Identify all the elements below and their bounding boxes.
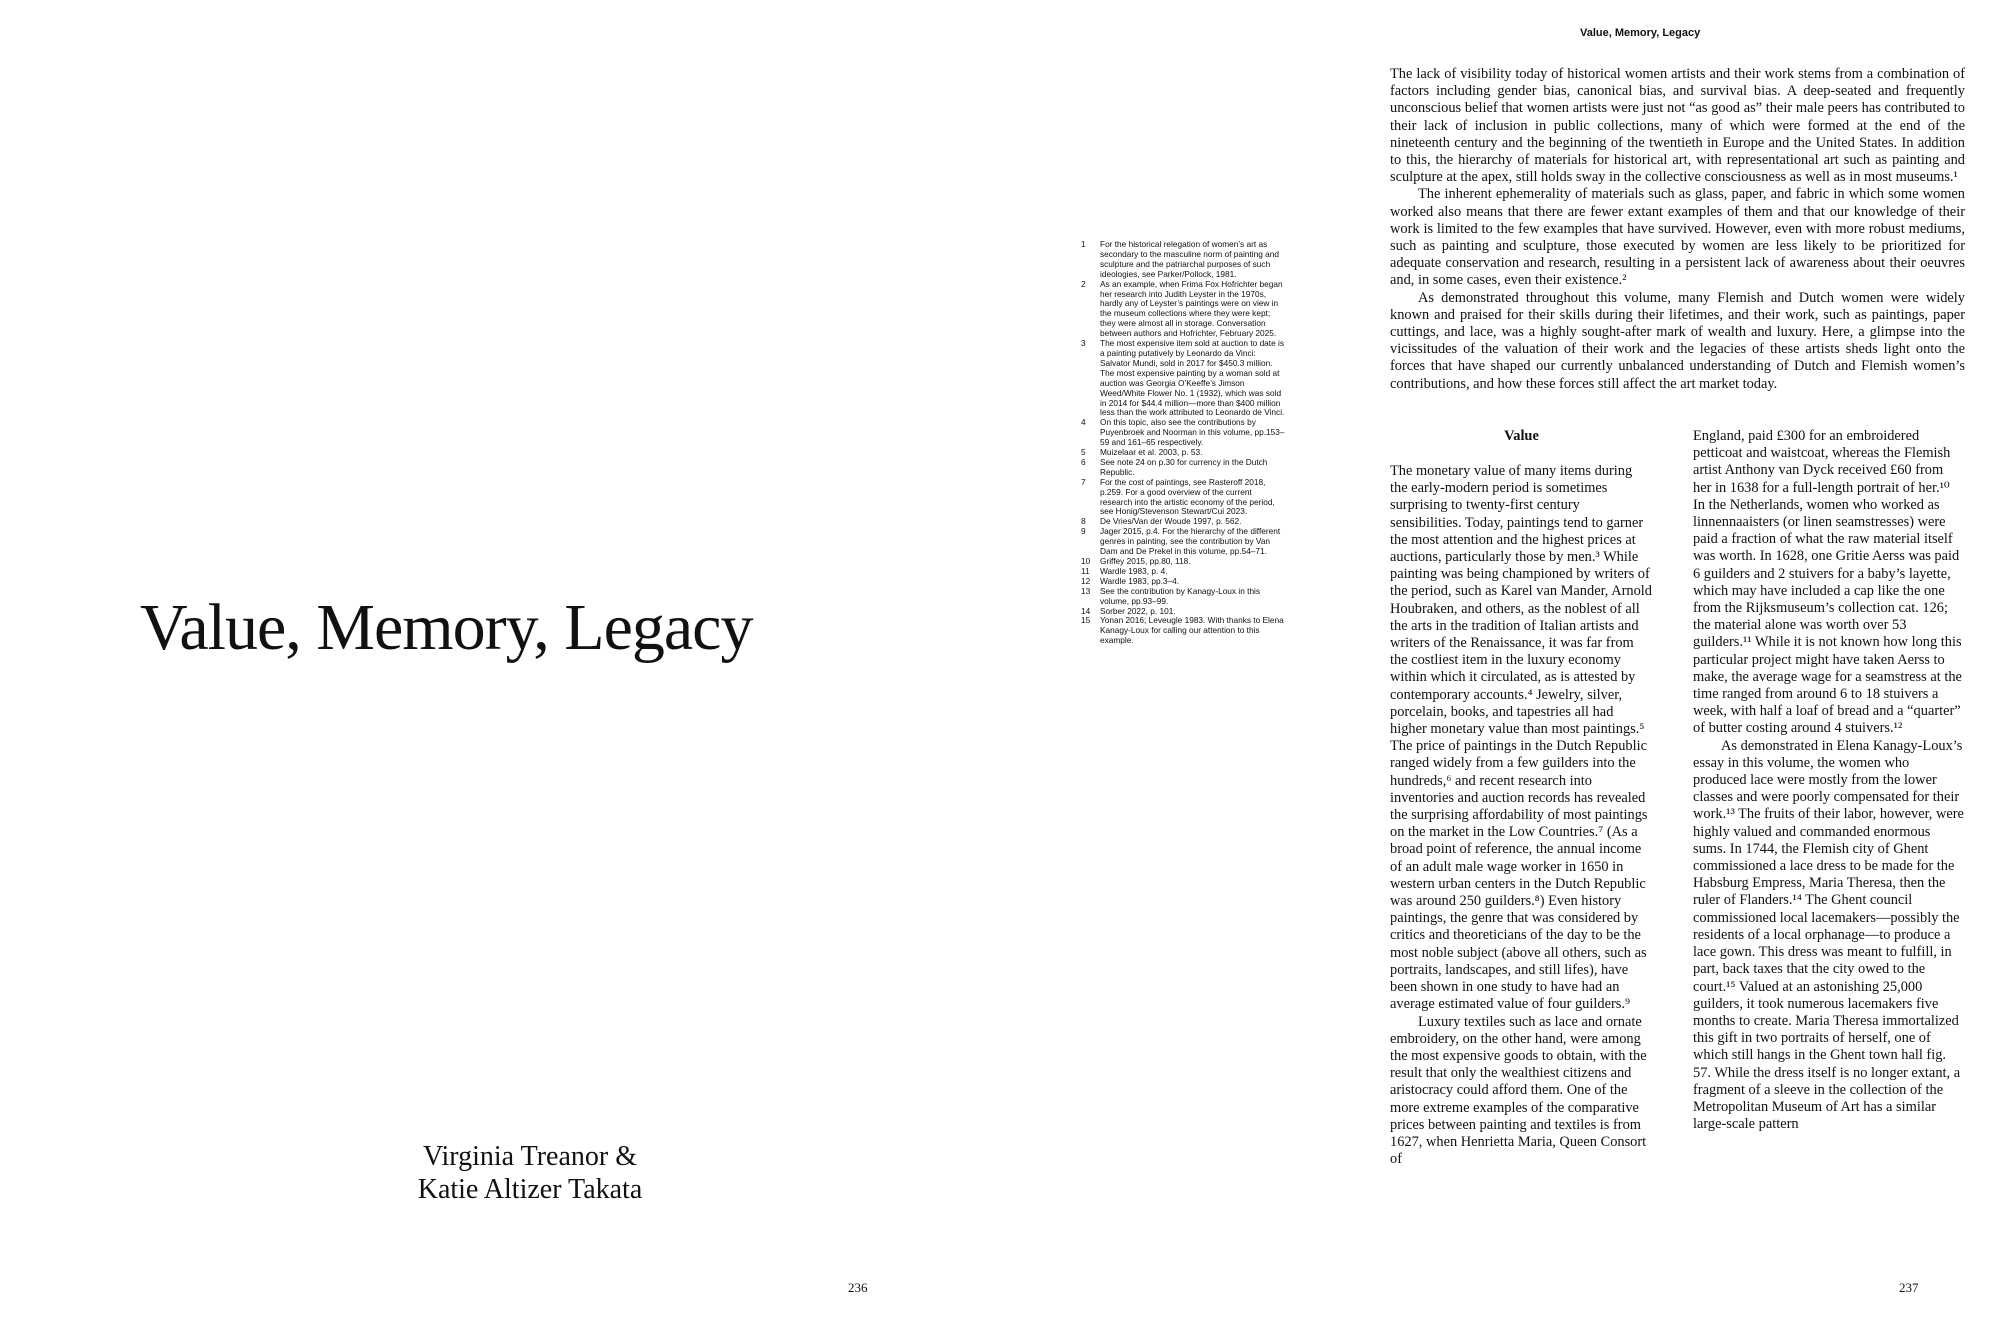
running-head: Value, Memory, Legacy [1580,27,1701,39]
body-paragraph: As demonstrated in Elena Kanagy-Loux’s essay in this volume, the women who produced lace were mostly from the lower classes and were poorly compensated for their work.¹³ The fruits of their labor, however, were highly valued and commanded enormous sums. In 1744, the Flemish city of Ghent commissioned a lace dress to be made for the Habsburg Empress, Maria Theresa, then the ruler of Flanders.¹⁴ The Ghent council commissioned local lacemakers—possibly the residents of a local orphanage—to produce a lace gown. This dress was meant to fulfill, in part, back taxes that the city owed to the court.¹⁵ Valued at an astonishing 25,000 guilders, it took numerous lacemakers five months to create. Maria Theresa immortalized this gift in two portraits of herself, one of which still hangs in the Ghent town hall fig. 57. While the dress itself is no longer extant, a fragment of a sleeve in the collection of the Metropolitan Museum of Art has a similar large-scale pattern [1693,737,1964,1133]
footnote-text: For the historical relegation of women’s art as secondary to the masculine norm of painting and sculpture and the patriarchal purposes of such ideologies, see Parker/Pollock, 1981. [1100,239,1279,279]
chapter-authors [340,1140,720,1206]
page-number-right: 237 [1899,1280,1919,1295]
body-paragraph: Luxury textiles such as lace and ornate embroidery, on the other hand, were among the most expensive goods to obtain, with the result that only the wealthiest citizens and aristocracy could afford them. One of the more extreme examples of the comparative prices between painting and textiles is from 1627, when Henrietta Maria, Queen Consort of [1390,1013,1647,1168]
body-paragraph: England, paid £300 for an embroidered petticoat and waistcoat, whereas the Flemish artist Anthony van Dyck received £60 from her in 1638 for a full-length portrait of her.¹⁰ In the Netherlands, women who worked as linnennaaisters (or linen seamstresses) were paid a fraction of what the raw material itself was worth. In 1628, one Gritie Aerss was paid 6 guilders and 2 stuivers for a baby’s layette, which may have included a cap like the one from the Rijksmuseum’s collection cat. 126; the material alone was worth over 53 guilders.¹¹ While it is not known how long this particular project might have taken Aerss to make, the average wage for a seamstress at the time ranged from around 6 to 18 stuivers a week, with half a loaf of bread and a “quarter” of butter costing around 4 stuivers.¹² [1693,428,1962,737]
intro-paragraph: The lack of visibility today of historical women artists and their work stems from a combination of factors including gender bias, canonical bias, and survival bias. A deep-seated and frequently unconscious belief that women artists were just not “as good as” their male peers has contributed to their lack of inclusion in public collections, many of which were formed at the end of the nineteenth century and the beginning of the twentieth in Europe and the United States. In addition to this, the hierarchy of materials for historical art, with representational art such as painting and sculpture at the apex, still holds sway in the collective consciousness as well as in most museums.¹ [1390,66,1965,186]
footnotes [1081,240,1286,646]
footnote [1081,339,1286,418]
footnote [1081,527,1286,557]
footnote-number: 9 [1081,526,1086,537]
footnote-number: 10 [1081,556,1091,566]
footnote-text: The most expensive item sold at auction to date is a painting putatively by Leonardo da Vinci: Salvator Mundi, sold in 2017 for $450.3 million. The most expensive painting by a woman sold at auction was Georgia O’Keeffe’s Jimson Weed/White Flower No. 1 (1932), which was sold in 2014 for $44.4 million—more than $400 million less than the work attributed to Leonardo de Vinci. [1100,338,1285,418]
footnote-text: Sorber 2022, p. 101. [1100,605,1176,616]
footnote-number: 15 [1081,615,1091,626]
footnote-text: Wardle 1983, pp.3–4. [1100,575,1180,586]
footnote-number: 13 [1081,585,1091,596]
chapter-title: Value, Memory, Legacy [140,591,753,664]
footnote-number: 4 [1081,417,1086,428]
footnote-number: 7 [1081,476,1086,487]
body-paragraph: The monetary value of many items during the early-modern period is sometimes surprising to twenty-first century sensibilities. Today, paintings tend to garner the most attention and the highest prices at auctions, particularly those by men.³ While painting was being championed by writers of the period, such as Karel van Mander, Arnold Houbraken, and others, as the noblest of all the arts in the tradition of Italian artists and writers of the Renaissance, it was far from the costliest item in the luxury economy within which it circulated, as is attested by contemporary accounts.⁴ Jewelry, silver, porcelain, books, and tapestries all had higher monetary value than most paintings.⁵ The price of paintings in the Dutch Republic ranged widely from a few guilders into the hundreds,⁶ and recent research into inventories and auction records has revealed the surprising affordability of most paintings on the market in the Low Countries.⁷ (As a broad point of reference, the annual income of an adult male wage worker in 1650 in western urban centers in the Dutch Republic was around 250 guilders.⁸) Even history paintings, the genre that was considered by critics and theoreticians of the day to be the most noble subject (above all others, such as portraits, landscapes, and still lifes), have been shown in one study to have had an average estimated value of four guilders.⁹ [1390,463,1652,1013]
footnote-number: 3 [1081,338,1086,349]
footnote-text: Muizelaar et al. 2003, p. 53. [1100,447,1203,458]
footnote-text: On this topic, also see the contributions by Puyenbroek and Noorman in this volume, pp.153–59 and 161–65 respectively. [1100,417,1285,448]
footnote [1081,478,1286,518]
footnote-text: Griffey 2015, pp.80, 118. [1100,556,1191,566]
section-heading: Value [1504,428,1539,444]
footnote-number: 2 [1081,278,1086,289]
footnote [1081,280,1286,339]
footnote [1081,616,1286,646]
footnote [1081,418,1286,448]
footnote-text: As an example, when Frima Fox Hofrichter began her research into Judith Leyster in the 1970s, hardly any of Leyster’s paintings were on view in the museum collections where they were kept; they were almost all in storage. Conversation between authors and Hofrichter, February 2025. [1100,278,1283,339]
footnote-number: 8 [1081,516,1086,527]
body-column-left [1390,463,1653,1168]
footnote-number: 5 [1081,447,1086,458]
intro-paragraph: As demonstrated throughout this volume, many Flemish and Dutch women were widely known and praised for their skills during their lifetimes, and their work, such as paintings, paper cuttings, and lace, was a highly sought-after mark of wealth and luxury. Here, a glimpse into the vicissitudes of the valuation of their work and the legacies of these artists sheds light onto the forces that have shaped our currently unbalanced understanding of Dutch and Flemish women’s contributions, and how these forces still affect the art market today. [1390,289,1965,392]
footnote-number: 6 [1081,456,1086,467]
footnote-text: See the contribution by Kanagy-Loux in this volume, pp.93–99. [1100,585,1261,606]
footnote-text: For the cost of paintings, see Rasteroff 2018, p.259. For a good overview of the current research into the artistic economy of the period, see Honig/Stevenson Stewart/Cui 2023. [1100,476,1275,517]
body-column-right [1693,428,1964,1133]
footnote [1081,240,1286,280]
author-line-2: Katie Altizer Takata [417,1174,643,1205]
footnote-number: 12 [1081,575,1091,586]
footnote-number: 14 [1081,605,1091,616]
author-line-1: Virginia Treanor & [422,1141,638,1172]
page-number-left: 236 [848,1280,868,1295]
intro-paragraph: The inherent ephemerality of materials such as glass, paper, and fabric in which some women worked also means that there are fewer extant examples of them and that our knowledge of their work is limited to the few examples that have survived. However, even with more robust mediums, such as painting and sculpture, those executed by women are less likely to be prioritized for adequate conservation and research, resulting in a persistent lack of awareness about their oeuvres and, in some cases, even their existence.² [1390,186,1965,289]
footnote [1081,587,1286,607]
footnote-number: 11 [1081,565,1090,576]
footnote-text: De Vries/Van der Woude 1997, p. 562. [1100,516,1242,527]
footnote-text: Yonan 2016; Leveugle 1983. With thanks to Elena Kanagy-Loux for calling our attention to this example. [1100,615,1284,646]
footnote-text: See note 24 on p.30 for currency in the Dutch Republic. [1100,456,1268,477]
footnote-text: Jager 2015, p.4. For the hierarchy of the different genres in painting, see the contribution by Van Dam and De Prekel in this volume, pp.54–71. [1100,526,1281,557]
footnote-number: 1 [1081,239,1086,249]
intro-text [1390,66,1965,393]
footnote [1081,458,1286,478]
footnote-text: Wardle 1983, p. 4. [1100,565,1168,576]
